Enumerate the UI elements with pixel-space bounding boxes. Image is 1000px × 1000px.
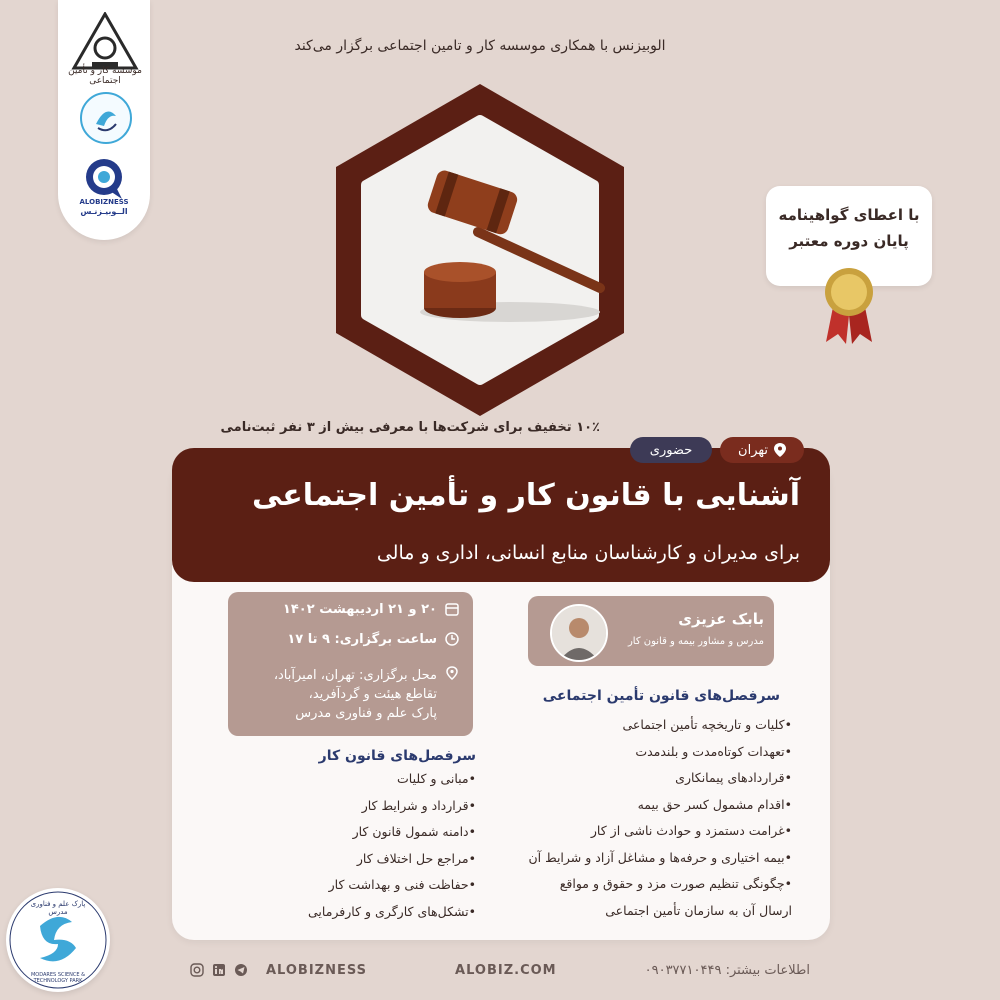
institute-logo-caption: موسسه کار و تأمین اجتماعی	[68, 66, 142, 86]
location-line-3: پارک علم و فناوری مدرس	[295, 706, 437, 721]
course-title: آشنایی با قانون کار و تأمین اجتماعی	[251, 478, 800, 513]
alobizness-logo-en: ALOBIZNESS	[79, 198, 129, 206]
list-item: •بیمه اختیاری و حرفه‌ها و مشاغل آزاد و شرایط آن	[528, 849, 792, 865]
list-item: •مبانی و کلیات	[397, 771, 476, 786]
list-item: •تعهدات کوتاه‌مدت و بلندمدت	[635, 743, 792, 759]
list-item: •دامنه شمول قانون کار	[352, 824, 476, 839]
park-logo-text: پارک علم و فناوری مدرس	[30, 900, 86, 916]
social-security-logo-icon	[80, 92, 132, 144]
list-item: •تشکل‌های کارگری و کارفرمایی	[307, 903, 476, 919]
clock-icon	[445, 632, 459, 646]
organizer-line: الوبیزنس با همکاری موسسه کار و تامین اجتماعی برگزار می‌کند	[294, 38, 666, 54]
footer	[190, 960, 810, 980]
list-item: •غرامت دستمزد و حوادث ناشی از کار	[590, 823, 792, 838]
list-item: •حفاظت فنی و بهداشت کار	[328, 877, 476, 892]
social-icons	[190, 963, 367, 978]
website-link[interactable]: ALOBIZ.COM	[455, 962, 557, 978]
alobizness-logo-fa: الــوبیـزنـس	[80, 207, 128, 216]
city-label: تهران	[738, 442, 768, 458]
social-security-topics-title: سرفصل‌های قانون تأمین اجتماعی	[542, 688, 780, 704]
time-row	[287, 632, 459, 647]
teacher-role: مدرس و مشاور بیمه و قانون کار	[627, 636, 764, 647]
location-line-1: محل برگزاری: تهران، امیرآباد،	[273, 668, 437, 683]
course-subtitle: برای مدیران و کارشناسان منابع انسانی، اداری و مالی	[376, 542, 800, 564]
list-item: •اقدام مشمول کسر حق بیمه	[637, 796, 792, 812]
event-time: ساعت برگزاری: ۹ تا ۱۷	[287, 632, 437, 647]
labor-law-topics-list	[240, 766, 476, 925]
labor-law-topics-title: سرفصل‌های قانون کار	[318, 748, 476, 764]
list-item: ارسال آن به سازمان تأمین اجتماعی	[605, 902, 792, 918]
location-row	[274, 666, 459, 723]
location-pin-icon	[774, 443, 786, 457]
brand-handle[interactable]: ALOBIZNESS	[266, 962, 368, 978]
medal-icon	[816, 262, 882, 346]
list-item: •قراردادهای پیمانکاری	[675, 770, 792, 785]
event-date: ۲۰ و ۲۱ اردیبهشت ۱۴۰۲	[282, 602, 437, 617]
institute-logo-icon	[70, 12, 140, 74]
location-line-2: تقاطع هیئت و گردآفرید،	[308, 687, 437, 702]
telegram-icon[interactable]	[234, 963, 248, 977]
park-logo-en: MODARES SCIENCE & TECHNOLOGY PARK	[30, 972, 85, 984]
teacher-avatar	[550, 604, 608, 662]
date-row	[283, 602, 459, 617]
gavel-hexagon-image	[310, 80, 650, 420]
social-security-topics-list	[440, 712, 792, 924]
list-item: •قرارداد و شرایط کار	[361, 797, 476, 813]
phone-info[interactable]: اطلاعات بیشتر: ۰۹۰۳۷۷۱۰۴۴۹	[644, 962, 810, 978]
instagram-icon[interactable]	[190, 963, 204, 977]
attendance-type-badge: حضوری	[630, 437, 712, 463]
certificate-line-1: با اعطای گواهینامه	[778, 206, 920, 224]
park-logo	[6, 888, 110, 992]
list-item: •چگونگی تنظیم صورت مزد و حقوق و مواقع	[559, 876, 792, 891]
city-badge	[720, 437, 804, 463]
certificate-line-2: پایان دوره معتبر	[789, 232, 909, 250]
linkedin-icon[interactable]	[212, 963, 226, 977]
location-icon	[445, 666, 459, 680]
alobizness-logo-icon	[80, 155, 128, 203]
calendar-icon	[445, 602, 459, 616]
list-item: •کلیات و تاریخچه تأمین اجتماعی	[622, 717, 792, 732]
teacher-name: بابک عزیزی	[678, 610, 764, 628]
list-item: •مراجع حل اختلاف کار	[356, 850, 476, 866]
event-info-box	[228, 592, 473, 736]
discount-note: ۱۰٪ تخفیف برای شرکت‌ها با معرفی بیش از ۳ نفر ثبت‌نامی	[220, 420, 600, 435]
